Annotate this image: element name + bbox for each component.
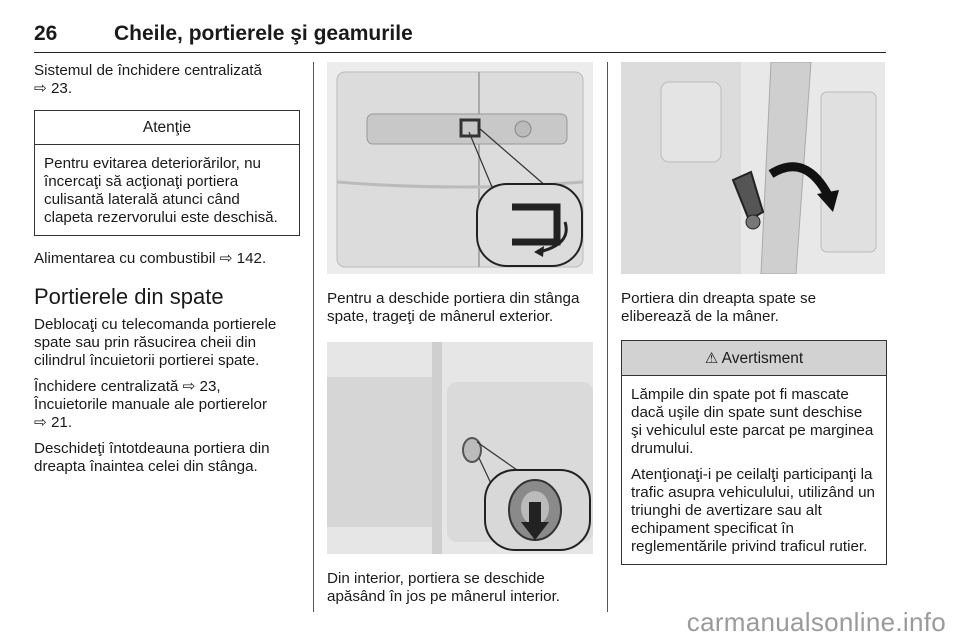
open-order-text: Deschideţi întotdeauna portiera din dreapta înaintea celei din stânga. (34, 440, 270, 475)
rear-door-interior-handle-illustration (327, 342, 593, 554)
caution-title: Atenţie (35, 111, 299, 145)
warning-text-traffic: Atenţionaţi-i pe ceilalţi participanţi la trafic asupra vehiculului, utilizând un triunghi de avertizare sau alt echipament specificat în reglementările privind traficul rutier. (631, 466, 875, 555)
warning-text-lamps: Lămpile din spate pot fi mascate dacă uşile din spate sunt deschise şi vehiculul este parcat pe marginea drumului. (631, 386, 874, 457)
figure-caption-right-door: Portiera din dreapta spate se eliberează de la mâner. (621, 290, 817, 325)
column-divider (607, 62, 608, 612)
figure-caption-interior: Din interior, portiera se deschide apăsând în jos pe mânerul interior. (327, 570, 561, 605)
section-title: Portierele din spate (34, 284, 224, 309)
column-divider (313, 62, 314, 612)
warning-title: Avertisment (721, 350, 804, 367)
central-locking-ref: Sistemul de închidere centralizată ⇨ 23. (34, 62, 262, 97)
page-link[interactable]: ⇨ 23. (34, 80, 73, 97)
page-header (34, 22, 886, 53)
rear-doors-unlock-text: Deblocaţi cu telecomanda portierele spate sau prin răsucirea cheii din cilindrul încuietorii portierei spate. (34, 316, 277, 369)
page-link[interactable]: ⇨ 21. (34, 414, 73, 431)
right-door-handle-illustration (621, 62, 885, 274)
rear-door-exterior-handle-illustration (327, 62, 593, 274)
warning-box (621, 340, 887, 565)
fuel-ref[interactable]: Alimentarea cu combustibil ⇨ 142. (34, 250, 267, 267)
caution-text: Pentru evitarea deteriorărilor, nu încercaţi să acţionaţi portiera culisantă laterală atunci când clapeta rezervorului este deschisă. (44, 155, 278, 226)
warning-header (622, 341, 886, 376)
chapter-title: Cheile, portierele şi geamurile (114, 22, 413, 45)
column-right (621, 62, 887, 565)
page-number: 26 (34, 22, 58, 45)
warning-triangle-icon: ⚠ (704, 350, 719, 367)
figure-caption-exterior: Pentru a deschide portiera din stânga spate, trageţi de mânerul exterior. (327, 290, 580, 325)
caution-box (34, 110, 300, 236)
column-left (34, 62, 300, 476)
watermark: carmanualsonline.info (686, 607, 946, 637)
column-middle (327, 62, 593, 606)
lock-references: Închidere centralizată ⇨ 23, Încuietorile manuale ale portierelor ⇨ 21. (34, 378, 268, 431)
